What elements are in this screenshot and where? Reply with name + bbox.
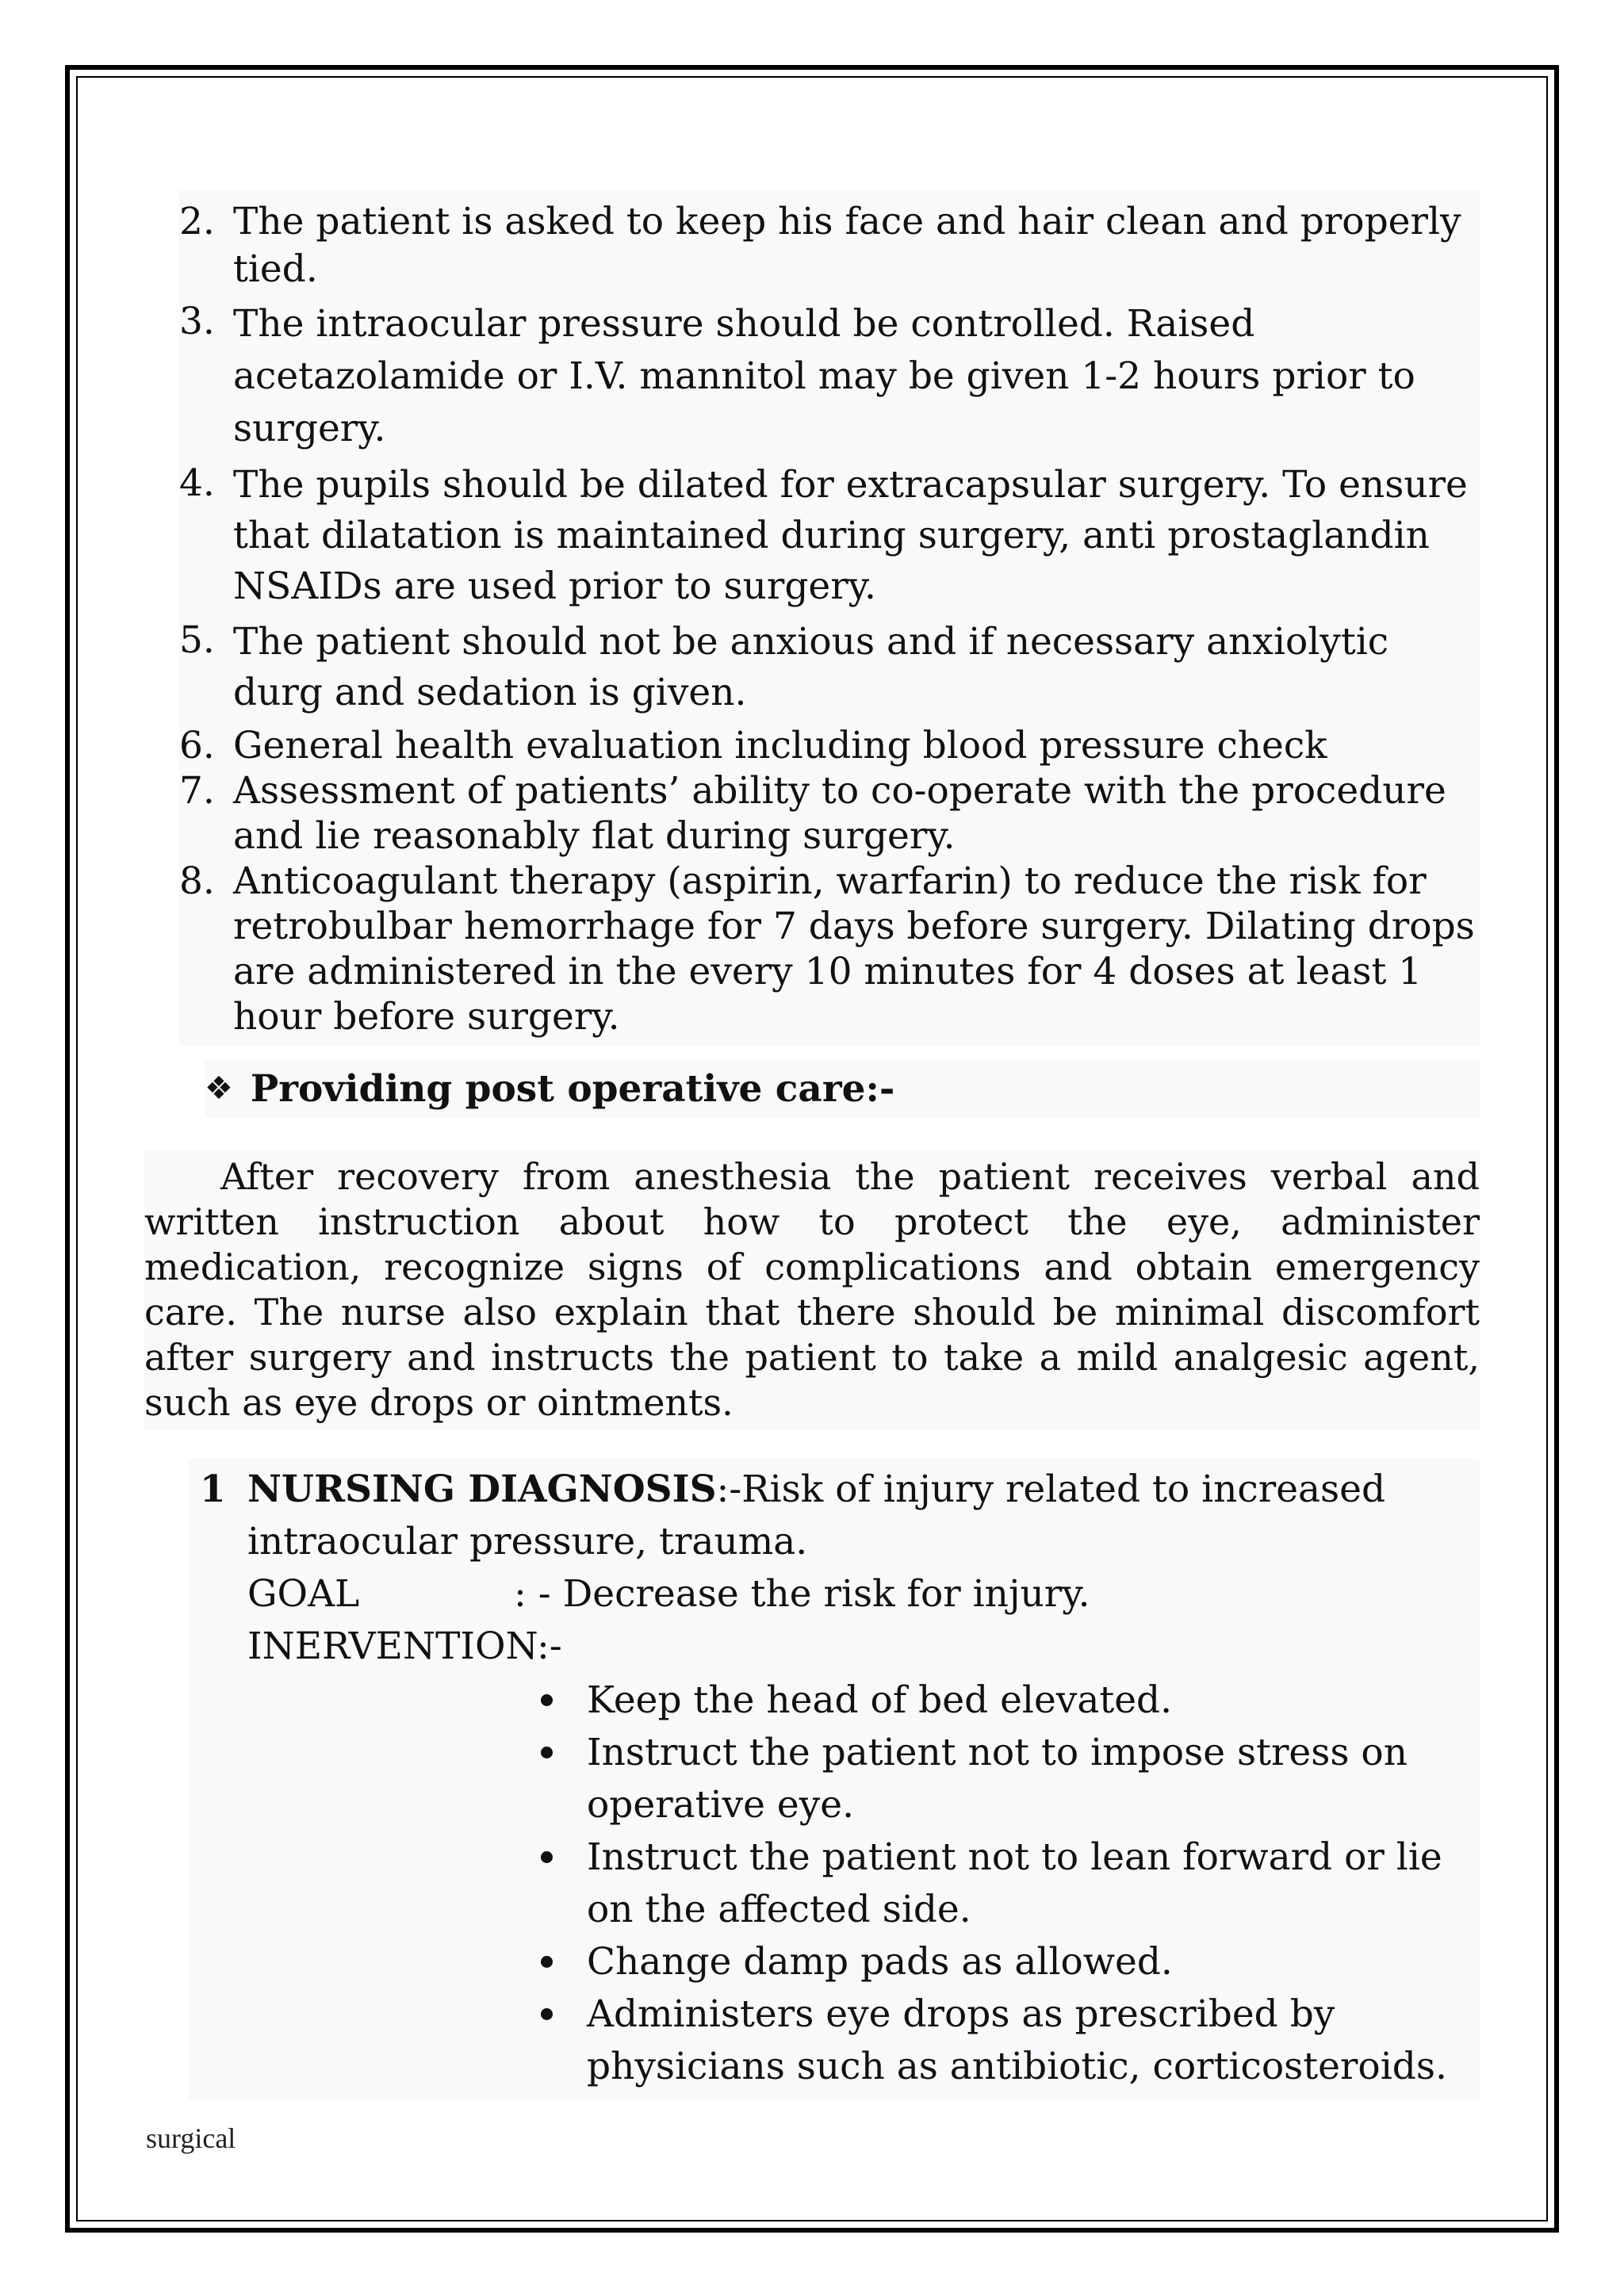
list-item-text: Anticoagulant therapy (aspirin, warfarin) to reduce the risk for retrobulbar hemorrhage for 7 days before surgery. Dilating drops are administered in the every 10 minutes for 4 doses at least 1 hour before surgery. (233, 859, 1475, 1039)
list-item-text: Assessment of patients’ ability to co-operate with the procedure and lie reasonably flat during surgery. (233, 769, 1446, 858)
nursing-diagnosis-number: 1 (200, 1468, 226, 1511)
list-item-text: The pupils should be dilated for extracapsular surgery. To ensure that dilatation is maintained during surgery, anti prostaglandin NSAIDs are used prior to surgery. (233, 463, 1468, 608)
page-footer: surgical (146, 2122, 236, 2154)
list-item-text: The patient is asked to keep his face and hair clean and properly tied. (233, 200, 1461, 291)
nursing-diagnosis-title: NURSING DIAGNOSIS (247, 1468, 717, 1511)
list-item (179, 723, 1480, 768)
list-item-number: 7. (179, 769, 215, 813)
intervention-label: INERVENTION:- (247, 1624, 562, 1668)
bullet-icon (541, 1956, 553, 1968)
list-item (538, 1727, 1473, 1831)
list-item (179, 859, 1480, 1039)
goal-label: GOAL (247, 1572, 360, 1616)
intervention-text: Change damp pads as allowed. (587, 1940, 1173, 1984)
goal-row (247, 1568, 1090, 1621)
intervention-list (538, 1674, 1473, 2093)
nursing-diagnosis-block (189, 1459, 1480, 2101)
list-item-number: 6. (179, 724, 215, 767)
bullet-icon (541, 1851, 553, 1863)
list-item (179, 617, 1480, 718)
list-item-number: 5. (179, 618, 215, 662)
intervention-text: Instruct the patient not to lean forward or lie on the affected side. (587, 1835, 1442, 1931)
list-item-number: 8. (179, 859, 215, 903)
list-item (538, 1674, 1473, 1727)
list-item-number: 3. (179, 300, 215, 343)
post-op-heading (205, 1059, 1480, 1118)
diamond-bullet-icon: ❖ (205, 1070, 233, 1107)
intervention-text: Keep the head of bed elevated. (587, 1678, 1173, 1722)
list-item (538, 1988, 1473, 2093)
intervention-text: Instruct the patient not to impose stress on operative eye. (587, 1731, 1408, 1827)
list-item-text: The intraocular pressure should be controlled. Raised acetazolamide or I.V. mannitol may be given 1-2 hours prior to surgery. (233, 302, 1415, 450)
list-item-number: 2. (179, 200, 215, 243)
nursing-diagnosis-statement (247, 1464, 1469, 1568)
list-item-text: General health evaluation including blood pressure check (233, 724, 1327, 767)
goal-text: : - Decrease the risk for injury. (514, 1572, 1090, 1616)
bullet-icon (541, 2008, 553, 2020)
bullet-icon (541, 1694, 553, 1706)
list-item (179, 768, 1480, 859)
post-op-heading-text: Providing post operative care:- (250, 1066, 895, 1111)
post-op-paragraph: After recovery from anesthesia the patient receives verbal and written instruction about how to protect the eye, administer medication, recognize signs of complications and obtain emergency care. The nurse also explain that there should be minimal discomfort after surgery and instructs the patient to take a mild analgesic agent, such as eye drops or ointments. (144, 1150, 1480, 1430)
pre-op-numbered-list (179, 190, 1480, 1046)
nursing-diagnosis-text: :-Risk of injury related to increased intraocular pressure, trauma. (247, 1468, 1386, 1563)
list-item (538, 1936, 1473, 1988)
list-item (179, 460, 1480, 612)
list-item (179, 298, 1480, 455)
list-item-text: The patient should not be anxious and if necessary anxiolytic durg and sedation is given. (233, 620, 1389, 714)
list-item (179, 198, 1480, 293)
list-item (538, 1831, 1473, 1936)
bullet-icon (541, 1747, 553, 1758)
intervention-text: Administers eye drops as prescribed by physicians such as antibiotic, corticosteroids. (587, 1992, 1447, 2088)
list-item-number: 4. (179, 461, 215, 505)
